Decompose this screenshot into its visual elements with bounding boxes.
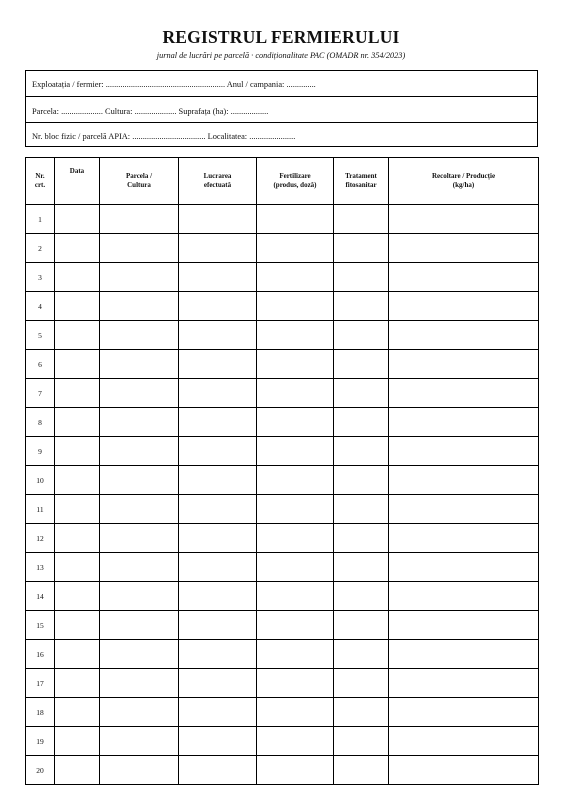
fertilization-cell[interactable] xyxy=(257,350,334,379)
table-row xyxy=(26,698,539,727)
table-row xyxy=(26,582,539,611)
work-cell[interactable] xyxy=(179,292,257,321)
fertilization-cell[interactable] xyxy=(257,263,334,292)
header-line: Data xyxy=(69,167,85,175)
row-number-cell: 16 xyxy=(26,640,55,669)
table-row xyxy=(26,437,539,466)
column-header-work xyxy=(179,158,257,205)
fertilization-cell[interactable] xyxy=(257,205,334,234)
treatment-cell[interactable] xyxy=(334,205,389,234)
info-divider xyxy=(26,122,537,123)
fertilization-cell[interactable] xyxy=(257,553,334,582)
parcel-cell[interactable] xyxy=(100,408,179,437)
harvest-cell[interactable] xyxy=(389,292,539,321)
row-number-cell: 9 xyxy=(26,437,55,466)
row-number-cell: 13 xyxy=(26,553,55,582)
date-cell[interactable] xyxy=(55,553,100,582)
journal-table xyxy=(25,157,539,785)
table-row xyxy=(26,263,539,292)
treatment-cell[interactable] xyxy=(334,263,389,292)
treatment-cell[interactable] xyxy=(334,234,389,263)
fertilization-cell[interactable] xyxy=(257,437,334,466)
harvest-cell[interactable] xyxy=(389,437,539,466)
parcel-cell[interactable] xyxy=(100,495,179,524)
treatment-cell[interactable] xyxy=(334,408,389,437)
date-cell[interactable] xyxy=(55,727,100,756)
header-line: (produs, doză) xyxy=(273,181,317,189)
work-cell[interactable] xyxy=(179,263,257,292)
parcel-cell[interactable] xyxy=(100,698,179,727)
parcel-cell[interactable] xyxy=(100,321,179,350)
work-cell[interactable] xyxy=(179,582,257,611)
table-row xyxy=(26,292,539,321)
row-number-cell: 18 xyxy=(26,698,55,727)
date-cell[interactable] xyxy=(55,640,100,669)
work-cell[interactable] xyxy=(179,408,257,437)
fertilization-cell[interactable] xyxy=(257,379,334,408)
harvest-cell[interactable] xyxy=(389,553,539,582)
treatment-cell[interactable] xyxy=(334,698,389,727)
date-cell[interactable] xyxy=(55,466,100,495)
header-line: crt. xyxy=(34,181,46,189)
date-cell[interactable] xyxy=(55,379,100,408)
fertilization-cell[interactable] xyxy=(257,756,334,785)
column-header-harvest xyxy=(389,158,539,205)
column-header-treatment xyxy=(334,158,389,205)
treatment-cell[interactable] xyxy=(334,640,389,669)
parcel-cell[interactable] xyxy=(100,582,179,611)
row-number-cell: 15 xyxy=(26,611,55,640)
work-cell[interactable] xyxy=(179,321,257,350)
date-cell[interactable] xyxy=(55,756,100,785)
info-divider xyxy=(26,96,537,97)
harvest-cell[interactable] xyxy=(389,698,539,727)
fertilization-cell[interactable] xyxy=(257,640,334,669)
header-line: Fertilizare xyxy=(279,172,311,180)
fertilization-cell[interactable] xyxy=(257,234,334,263)
table-row xyxy=(26,205,539,234)
fertilization-cell[interactable] xyxy=(257,321,334,350)
parcel-cell[interactable] xyxy=(100,466,179,495)
harvest-cell[interactable] xyxy=(389,727,539,756)
work-cell[interactable] xyxy=(179,698,257,727)
column-header-date xyxy=(55,158,100,205)
parcel-cell[interactable] xyxy=(100,234,179,263)
row-number-cell: 1 xyxy=(26,205,55,234)
treatment-cell[interactable] xyxy=(334,292,389,321)
fertilization-cell[interactable] xyxy=(257,466,334,495)
treatment-cell[interactable] xyxy=(334,350,389,379)
harvest-cell[interactable] xyxy=(389,205,539,234)
parcel-cell[interactable] xyxy=(100,640,179,669)
fertilization-cell[interactable] xyxy=(257,611,334,640)
treatment-cell[interactable] xyxy=(334,727,389,756)
treatment-cell[interactable] xyxy=(334,321,389,350)
date-cell[interactable] xyxy=(55,437,100,466)
fertilization-cell[interactable] xyxy=(257,495,334,524)
work-cell[interactable] xyxy=(179,640,257,669)
date-cell[interactable] xyxy=(55,524,100,553)
table-row xyxy=(26,524,539,553)
harvest-cell[interactable] xyxy=(389,466,539,495)
parcel-cell[interactable] xyxy=(100,379,179,408)
treatment-cell[interactable] xyxy=(334,437,389,466)
farm-info-box xyxy=(25,70,538,147)
work-cell[interactable] xyxy=(179,437,257,466)
parcel-cell[interactable] xyxy=(100,611,179,640)
table-row xyxy=(26,495,539,524)
treatment-cell[interactable] xyxy=(334,582,389,611)
harvest-cell[interactable] xyxy=(389,350,539,379)
work-cell[interactable] xyxy=(179,379,257,408)
info-line-block: Nr. bloc fizic / parcelă APIA: ................................... Localitatea: ...................... xyxy=(32,132,296,141)
table-row xyxy=(26,727,539,756)
harvest-cell[interactable] xyxy=(389,611,539,640)
work-cell[interactable] xyxy=(179,756,257,785)
date-cell[interactable] xyxy=(55,350,100,379)
treatment-cell[interactable] xyxy=(334,669,389,698)
work-cell[interactable] xyxy=(179,669,257,698)
table-row xyxy=(26,379,539,408)
date-cell[interactable] xyxy=(55,495,100,524)
treatment-cell[interactable] xyxy=(334,553,389,582)
date-cell[interactable] xyxy=(55,321,100,350)
row-number-cell: 12 xyxy=(26,524,55,553)
harvest-cell[interactable] xyxy=(389,640,539,669)
header-line: Tratament xyxy=(345,172,377,180)
work-cell[interactable] xyxy=(179,611,257,640)
fertilization-cell[interactable] xyxy=(257,524,334,553)
parcel-cell[interactable] xyxy=(100,263,179,292)
header-line: Lucrarea xyxy=(203,172,232,180)
parcel-cell[interactable] xyxy=(100,669,179,698)
date-cell[interactable] xyxy=(55,611,100,640)
harvest-cell[interactable] xyxy=(389,756,539,785)
table-row xyxy=(26,350,539,379)
harvest-cell[interactable] xyxy=(389,263,539,292)
row-number-cell: 7 xyxy=(26,379,55,408)
harvest-cell[interactable] xyxy=(389,495,539,524)
header-line: Parcela / xyxy=(125,172,153,180)
info-line-farm: Exploatația / fermier: ......................................................... Anul / campania: .............. xyxy=(32,80,316,89)
treatment-cell[interactable] xyxy=(334,756,389,785)
harvest-cell[interactable] xyxy=(389,669,539,698)
row-number-cell: 17 xyxy=(26,669,55,698)
harvest-cell[interactable] xyxy=(389,321,539,350)
date-cell[interactable] xyxy=(55,292,100,321)
row-number-cell: 11 xyxy=(26,495,55,524)
row-number-cell: 2 xyxy=(26,234,55,263)
table-body xyxy=(26,205,539,785)
table-row xyxy=(26,321,539,350)
harvest-cell[interactable] xyxy=(389,524,539,553)
table-header-row xyxy=(26,158,539,205)
date-cell[interactable] xyxy=(55,582,100,611)
table-row xyxy=(26,611,539,640)
work-cell[interactable] xyxy=(179,553,257,582)
row-number-cell: 10 xyxy=(26,466,55,495)
table-row xyxy=(26,553,539,582)
parcel-cell[interactable] xyxy=(100,350,179,379)
harvest-cell[interactable] xyxy=(389,408,539,437)
header-line: fitosanitar xyxy=(345,181,377,189)
row-number-cell: 8 xyxy=(26,408,55,437)
table-row xyxy=(26,756,539,785)
fertilization-cell[interactable] xyxy=(257,408,334,437)
work-cell[interactable] xyxy=(179,466,257,495)
header-line: efectuată xyxy=(203,181,232,189)
work-cell[interactable] xyxy=(179,205,257,234)
row-number-cell: 20 xyxy=(26,756,55,785)
parcel-cell[interactable] xyxy=(100,205,179,234)
date-cell[interactable] xyxy=(55,205,100,234)
treatment-cell[interactable] xyxy=(334,495,389,524)
date-cell[interactable] xyxy=(55,263,100,292)
column-header-nr xyxy=(26,158,55,205)
treatment-cell[interactable] xyxy=(334,379,389,408)
column-header-parcel xyxy=(100,158,179,205)
row-number-cell: 14 xyxy=(26,582,55,611)
harvest-cell[interactable] xyxy=(389,582,539,611)
fertilization-cell[interactable] xyxy=(257,669,334,698)
work-cell[interactable] xyxy=(179,234,257,263)
table-row xyxy=(26,466,539,495)
parcel-cell[interactable] xyxy=(100,292,179,321)
work-cell[interactable] xyxy=(179,350,257,379)
parcel-cell[interactable] xyxy=(100,437,179,466)
page-subtitle: jurnal de lucrări pe parcelă · condiționalitate PAC (OMADR nr. 354/2023) xyxy=(156,51,406,60)
date-cell[interactable] xyxy=(55,408,100,437)
header-line: Nr. xyxy=(35,172,45,180)
date-cell[interactable] xyxy=(55,669,100,698)
treatment-cell[interactable] xyxy=(334,611,389,640)
header-line: (kg/ha) xyxy=(452,181,475,189)
parcel-cell[interactable] xyxy=(100,727,179,756)
fertilization-cell[interactable] xyxy=(257,582,334,611)
work-cell[interactable] xyxy=(179,524,257,553)
work-cell[interactable] xyxy=(179,727,257,756)
column-header-fertilization xyxy=(257,158,334,205)
table-row xyxy=(26,669,539,698)
fertilization-cell[interactable] xyxy=(257,727,334,756)
header-line: Cultura xyxy=(127,181,151,189)
parcel-cell[interactable] xyxy=(100,524,179,553)
row-number-cell: 19 xyxy=(26,727,55,756)
row-number-cell: 6 xyxy=(26,350,55,379)
table-row xyxy=(26,640,539,669)
row-number-cell: 3 xyxy=(26,263,55,292)
fertilization-cell[interactable] xyxy=(257,698,334,727)
work-cell[interactable] xyxy=(179,495,257,524)
page-title: REGISTRUL FERMIERULUI xyxy=(162,27,400,47)
info-line-parcel: Parcela: .................... Cultura: .................... Suprafața (ha): .................. xyxy=(32,107,269,116)
header-line: Recoltare / Producție xyxy=(431,172,496,180)
row-number-cell: 4 xyxy=(26,292,55,321)
harvest-cell[interactable] xyxy=(389,379,539,408)
table-row xyxy=(26,234,539,263)
date-cell[interactable] xyxy=(55,698,100,727)
fertilization-cell[interactable] xyxy=(257,292,334,321)
parcel-cell[interactable] xyxy=(100,553,179,582)
treatment-cell[interactable] xyxy=(334,466,389,495)
parcel-cell[interactable] xyxy=(100,756,179,785)
treatment-cell[interactable] xyxy=(334,524,389,553)
date-cell[interactable] xyxy=(55,234,100,263)
harvest-cell[interactable] xyxy=(389,234,539,263)
row-number-cell: 5 xyxy=(26,321,55,350)
table-row xyxy=(26,408,539,437)
